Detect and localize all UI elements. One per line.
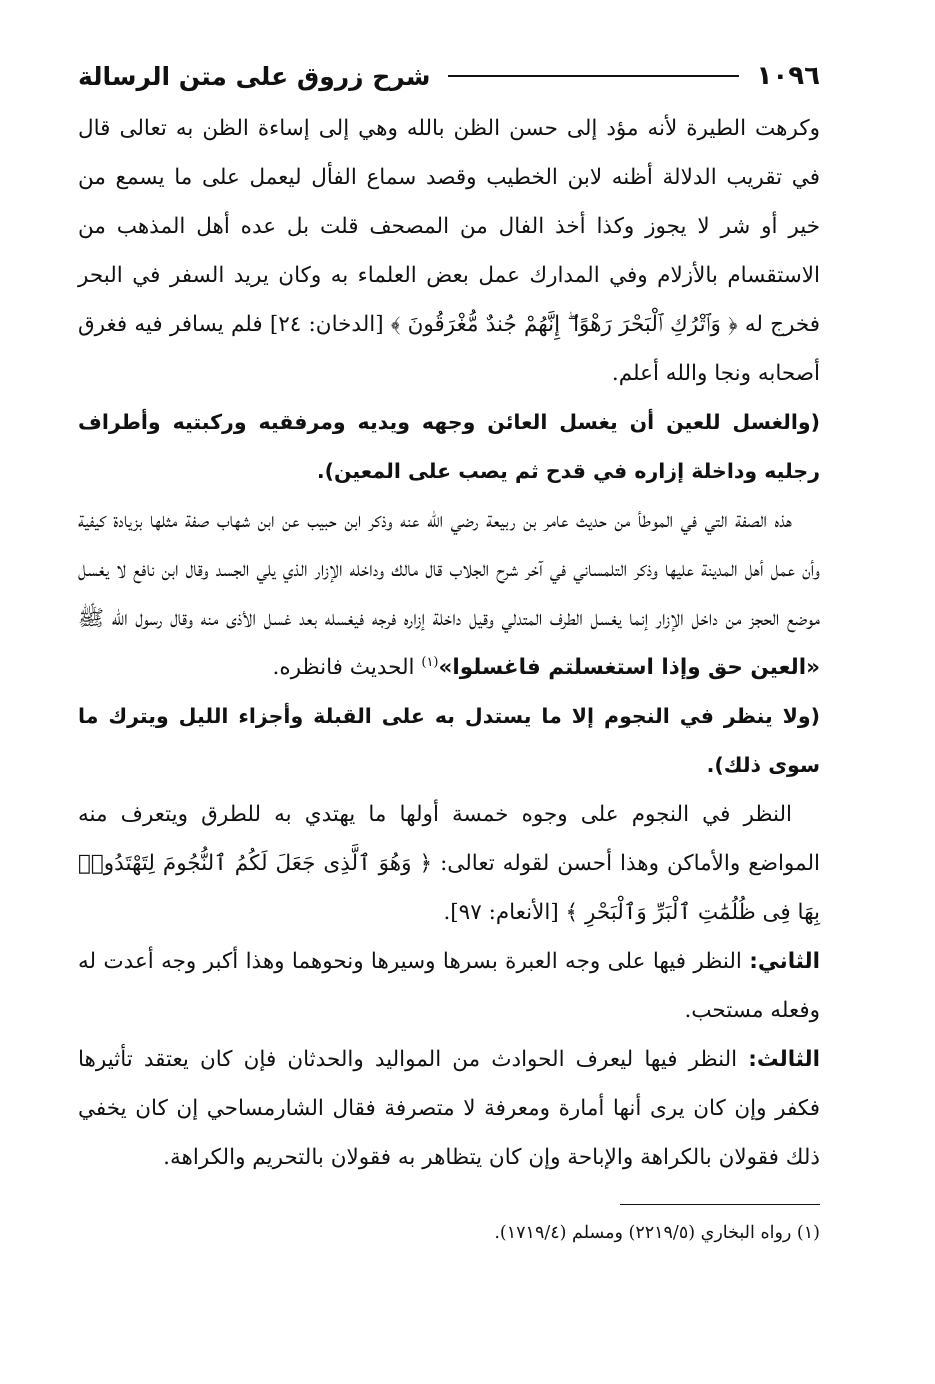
- point-label: الثاني:: [749, 949, 820, 974]
- commentary-paragraph: [78, 937, 820, 1035]
- commentary-paragraph: [78, 104, 820, 398]
- commentary-text: النظر فيها على وجه العبرة بسرها وسيرها ونحوهما وهذا أكبر وجه أعدت له وفعله مستحب.: [78, 949, 820, 1023]
- commentary-paragraph: [78, 1035, 820, 1182]
- verse-reference: [الأنعام: ٩٧].: [443, 900, 559, 925]
- matn-text: (والغسل للعين أن يغسل العائن وجهه ويديه ومرفقيه وركبتيه وأطراف رجليه وداخلة إزاره في قدح ثم يصب على المعين).: [78, 410, 820, 483]
- commentary-text: هذه الصفة التي في الموطأ من حديث عامر بن ربيعة رضي الله عنه وذكر ابن حبيب عن ابن شهاب صفة مثلها بزيادة كيفية وأن عمل أهل المدينة عليها وذكر التلمساني في آخر شرح الجلاب قال مالك وداخله الإزار الذي يلي الجسد وقال ابن نافع لا يغسل موضع الحجز من داخل الإزار إنما يغسل الطرف المتدلي وقيل داخلة إزاره فرجه فيغسله بعد غسل الأذى منه وقال رسول الله ﷺ: [78, 508, 820, 631]
- book-page: [78, 58, 820, 1358]
- footnote-rule: [620, 1204, 820, 1205]
- commentary-text: النظر في النجوم على وجوه خمسة أولها ما يهتدي به للطرق ويتعرف منه المواضع والأماكن وهذا أحسن لقوله تعالى:: [78, 802, 820, 876]
- footnote-marker: (١): [421, 654, 439, 670]
- book-title: شرح زروق على متن الرسالة: [78, 61, 431, 91]
- quran-verse: ﴿ وَٱتْرُكِ ٱلْبَحْرَ رَهْوًا ۖ إِنَّهُمْ جُندٌ مُّغْرَقُونَ ﴾: [390, 312, 738, 337]
- page-number: ١٠٩٦: [756, 61, 820, 91]
- commentary-text: النظر فيها ليعرف الحوادث من المواليد والحدثان فإن كان يعتقد تأثيرها فكفر وإن كان يرى أنها أمارة ومعرفة لا متصرفة فقال الشارمساحي إن كان يخفي ذلك فقولان بالكراهة والإباحة وإن كان يتظاهر به فقولان بالتحريم والكراهة.: [78, 1047, 820, 1170]
- matn-text: (ولا ينظر في النجوم إلا ما يستدل به على القبلة وأجزاء الليل ويترك ما سوى ذلك).: [78, 704, 820, 777]
- verse-reference: [الدخان: ٢٤] فلم يسافر فيه فغرق أصحابه ونجا والله أعلم.: [78, 312, 820, 386]
- commentary-paragraph: [78, 496, 820, 692]
- commentary-text: وكرهت الطيرة لأنه مؤد إلى حسن الظن بالله وهي إلى إساءة الظن به تعالى قال في تقريب الدلالة أظنه لابن الخطيب وقصد سماع الفأل ليعمل على ما يسمع من خير أو شر لا يجوز وكذا أخذ الفال من المصحف قلت بل عده أهل المذهب من الاستقسام بالأزلام وفي المدارك عمل بعض العلماء به وكان يريد السفر في البحر فخرج له: [78, 116, 820, 337]
- commentary-text: الحديث فانظره.: [272, 655, 415, 680]
- header-rule: [448, 75, 738, 77]
- hadith-text: «العين حق وإذا استغسلتم فاغسلوا»: [438, 655, 820, 680]
- commentary-paragraph: [78, 790, 820, 937]
- footnote: (١) رواه البخاري (٢٢١٩/٥) ومسلم (١٧١٩/٤).: [494, 1223, 820, 1243]
- point-label: الثالث:: [748, 1047, 821, 1072]
- page-header: [78, 58, 820, 94]
- quran-verse: ﴿ وَهُوَ ٱلَّذِى جَعَلَ لَكُمُ ٱلنُّجُومَ لِتَهْتَدُوا۟ بِهَا فِى ظُلُمَٰتِ ٱلْبَرِّ وَٱلْبَحْرِ ﴾: [78, 851, 820, 925]
